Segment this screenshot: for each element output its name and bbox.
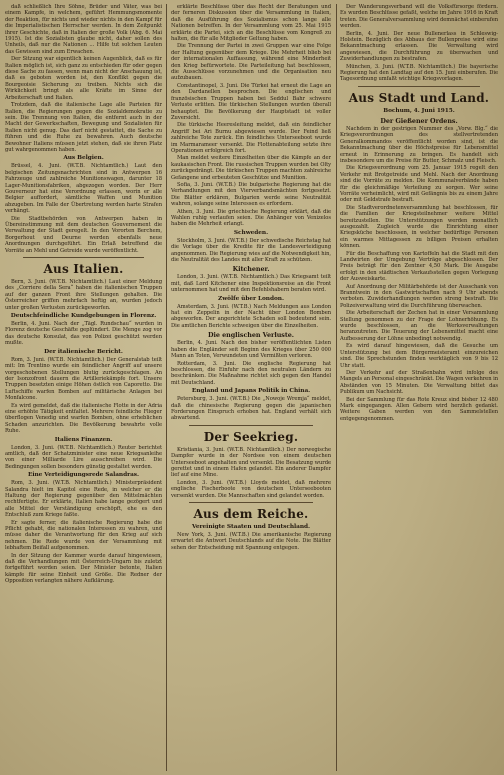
article-paragraph: Berlin, 4. Juni. Der neue Bullenerlass in Schleswig-Holstein. Bezüglich des Abbaus der Bullenpreise wird eine Bekanntmachung erlassen. Die Verwaltung wird angewiesen, die Durchführung zu überwachen und Zuwiderhandlungen zu bestrafen. (340, 30, 498, 63)
article-paragraph: Er sagte ferner, die italienische Regierung habe die Pflicht gehabt, die nationalen Interessen zu wahren, und müsse daher die Verantwortung für den Krieg auf sich nehmen. Die Rede wurde von der Versammlung mit lebhaftem Beifall aufgenommen. (5, 519, 162, 552)
article-paragraph: daß schließlich Ihre Söhne, Brüder und Väter, was bei einem Kampfe, in welchem, geführt Hemmungsmomente der Reaktion, für nichts und wieder nichts in den Kampf für die Imperialistischen Herrscher werden. In dem Zeitpunkt ihrer Geschichte, daß in Italien der große Volk (Abg. 6. Mai 1915). Ist die Sozialisten glaube nicht, daher sollen des Unheils, daß nur die Nationen ... Hilfe tut solchen Leuten das Gewissen sind zum Erwachen. (5, 4, 162, 55)
article-paragraph: Kristiania, 3. Juni. (W.T.B. Nichtamtlich.) Der norwegische Dampfer wurde in der Nordsee von einem deutschen Unterseeboot angehalten und versenkt. Die Besatzung wurde gerettet und in einem Hafen gelandet. Ein anderer Dampfer lief auf eine Mine. (171, 446, 331, 479)
article-paragraph: Constantinopel, 3. Juni. Die Türkei hat erneut die Lage an den Dardanellen besprochen. Die englischen und französischen Truppen haben bei Seddul Bahr schwere Verluste erlitten. Die türkischen Stellungen wurden überall behauptet. Die Bevölkerung der Hauptstadt ist voller Zuversicht. (171, 82, 331, 121)
article-paragraph: Petersburg, 3. Juni. (W.T.B.) Die „Nowoje Wremja“ meldet, daß die chinesische Regierung gegen die japanischen Forderungen Einspruch erhoben hat. England verhält sich abwartend. (171, 396, 331, 422)
subheading-salandra: Eine Verteidigungsrede Salandras. (28, 472, 139, 479)
article-paragraph: Die türkische Heeresleitung meldet, daß ein feindlicher Angriff bei Ari Burnu abgewiesen wurde. Der Feind ließ zahlreiche Tote zurück. Ein feindliches Unterseeboot wurde im Marmarameer versenkt. Die Flottenabteilung setzte ihre Operationen erfolgreich fort. (171, 122, 331, 154)
article-paragraph: Auf Anordnung der Militärbehörde ist der Ausschank von Branntwein in den Gastwirtschaften nach 9 Uhr abends verboten. Zuwiderhandlungen werden streng bestraft. Die Polizeiverwaltung wird die Durchführung überwachen. (340, 283, 498, 309)
article-paragraph: Für die Beschaffung von Kartoffeln hat die Stadt mit den Landwirten der Umgebung Verträge abgeschlossen. Der Preis beträgt für den Zentner 4,50 Mark. Die Ausgabe erfolgt in den städtischen Verkaufsstellen gegen Vorlegung der Ausweiskarte. (340, 250, 498, 283)
subheading-italian-report: Der italienische Bericht. (44, 348, 123, 355)
article-paragraph: Sofia, 3. Juni. (W.T.B.) Die bulgarische Regierung hat die Verhandlungen mit den Vierverbandsmächten fortgesetzt. Die Blätter erklären, Bulgarien werde seine Neutralität wahren, solange seine Interessen es erfordern. (171, 181, 331, 208)
headline-italy: Aus Italien. (43, 262, 124, 277)
article-paragraph: Nachdem in der gestrigen Nummer des „Vorw. Blg.“ die Kriegsverordnungen des stellvertretenden Generalkommandos veröffentlicht worden sind, ist die Bekanntmachung über die Höchstpreise für Lebensmittel erneut in Erinnerung zu bringen. Es handelt sich insbesondere um die Preise für Butter, Schmalz und Fleisch. (340, 125, 498, 164)
article-paragraph: Stockholm, 3. Juni. (W.T.B.) Der schwedische Reichstag hat die Vorlage über die Kredite für die Landesverteidigung angenommen. Die Regierung wies auf die Notwendigkeit hin, die Neutralität des Landes mit aller Kraft zu schützen. (171, 237, 331, 264)
article-paragraph: London, 3. Juni. (W.T.B.) Lloyds meldet, daß mehrere englische Fischerboote von deutschen Unterseebooten versenkt wurden. Die Mannschaften sind gelandet worden. (171, 479, 331, 499)
column-left (5, 4, 162, 771)
headline-stadt-und-land: Aus Stadt und Land. (348, 90, 490, 105)
article-paragraph: Es wird gemeldet, daß die italienische Flotte in der Adria eine erhöhte Tätigkeit entfaltet. Mehrere feindliche Flieger überflogen Venedig und warfen Bomben, ohne erheblichen Schaden anzurichten. Die Bevölkerung bewahrte volle Ruhe. (5, 402, 162, 435)
subheading-finance: Italiens Finanzen. (54, 436, 113, 443)
article-paragraph: Die Arbeiterschaft der Zechen hat in einer Versammlung Stellung genommen zu der Frage der Lohnerhöhung. Es wurde beschlossen, an die Werksverwaltungen heranzutreten. Die Teuerung der Lebensmittel macht eine Aufbesserung der Löhne unbedingt notwendig. (340, 310, 498, 342)
article-paragraph: London, 3. Juni. (W.T.B. Nichtamtlich.) Reuter berichtet amtlich, daß der Schatzminister eine neue Kriegsanleihe von einer Milliarde Lire ausschreiben wird. Die Bedingungen sollen besonders günstig gestaltet werden. (5, 444, 162, 470)
article-paragraph: Rom, 3. Juni. (W.T.B. Nichtamtlich.) Der Generalstab teilt mit: Im Trentino wurde ein feindlicher Angriff auf unsere vorgeschobenen Stellungen blutig zurückgeschlagen. An der Isonzofront dauern die Artilleriekämpfe fort. Unsere Truppen besetzten einige Höhen östlich von Caporetto. Die Luftschiffe warfen Bomben auf militärische Anlagen bei Monfalcone. (5, 356, 162, 402)
subheading-us-germany: Vereinigte Staaten und Deutschland. (191, 524, 311, 530)
column-right (340, 4, 498, 771)
subheading-zwolfe: Zwölfe über London. (218, 295, 284, 302)
headline-seekrieg: Der Seekrieg. (203, 429, 299, 444)
subheading-english-losses: Die englischen Verluste. (208, 331, 294, 340)
section-heading-belgium: Aus Belgien. (63, 155, 104, 162)
article-paragraph: Rotterdam, 3. Juni. Die englische Regierung hat beschlossen, die Einfuhr nach den neutralen Ländern zu beschränken. Die Maßnahme richtet sich gegen den Handel mit Deutschland. (171, 360, 331, 386)
section-divider (358, 86, 480, 87)
subheading-ordens: Der Gießener Ordens. (380, 116, 458, 125)
section-divider (189, 502, 313, 503)
article-paragraph: Bei der Sammlung für das Rote Kreuz sind bisher 12 480 Mark eingegangen. Allen Gebern wird herzlich gedankt. Weitere Gaben werden von den Sammelstellen entgegengenommen. (340, 396, 498, 422)
article-paragraph: Berlin, 4. Juni. Nach der „Tägl. Rundschau“ wurden in Florenz deutsche Geschäfte geplündert. Die Menge zog vor das deutsche Konsulat, das von Polizei geschützt werden mußte. (5, 321, 162, 347)
article-paragraph: Der Sitzung war eigentlich keinen Augenblick, daß es für Italien möglich ist, sich ganz zu entschieden für oder gegen diese Sache zu fassen, wenn man nicht der Anschauung ist, daß es geboten worden ist, den Konflikt gegen die Bourgeoisie Sicherung zu treiben. Nichts sich die Wirklichkeit bringt als alle Kräfte im Sinne der Arbeiterschaft und Italien. (5, 56, 162, 101)
subheading-japan-china: England und Japans Politik in China. (191, 388, 311, 395)
dateline: Bochum, 4. Juni 1915. (383, 107, 455, 114)
article-paragraph: In der Sitzung der Kammer wurde darauf hingewiesen, daß die Verhandlungen mit Österreich-Ungarn bis zuletzt fortgeführt worden seien. Der Minister betonte, Italien kämpfe für seine Einheit und Größe. Die Redner der Opposition verlangten nähere Aufklärung. (5, 552, 162, 585)
article-paragraph: Der Wanderungsverband will die Volksfürsorge fördern. Es wurden Beschlüsse gefaßt, welche im Jahre 1916 in Kraft treten. Die Generalversammlung wird demnächst einberufen werden. (340, 4, 498, 30)
subheading-kitchener: Kitchener. (232, 265, 270, 274)
article-paragraph: Bern, 3. Juni. (W.T.B. Nichtamtlich.) Laut einer Meldung des „Corriere della Sera“ haben die italienischen Truppen auf der ganzen Front ihre Stellungen gehalten. Die Österreicher griffen mehrfach heftig an, wurden jedoch unter großen Verlusten zurückgeworfen. (5, 279, 162, 311)
article-paragraph: New York, 3. Juni. (W.T.B.) Die amerikanische Regierung erwartet die Antwort Deutschlands auf die Note. Die Blätter sehen der Entscheidung mit Spannung entgegen. (171, 532, 331, 551)
section-divider (23, 257, 144, 258)
article-paragraph: Brüssel, 4. Juni. (W.T.B. Nichtamtlich.) Laut den belgischen Zeitungsnachrichten sind in Antwerpen 16 Fahrzeuge und zahlreiche Munitionswagen, darunter 18 Lager-Munitionsfabriken, abgezogen worden. Der Herr Gouverneur hat eine Verordnung erlassen, worin er alle Belgier auffordert, sämtliche Waffen und Munition abzugeben. Im Falle der Übertretung werden harte Strafen verhängt. (5, 163, 162, 215)
article-paragraph: Die Trennung der Partei in zwei Gruppen war eine Folge der Haltung gegenüber dem Kriege. Die Mehrheit blieb bei der internationalen Auffassung, während eine Minderheit den Krieg befürwortete. Die Parteileitung hat beschlossen, die Ausschlüsse vorzunehmen und die Organisation neu aufzubauen. (171, 43, 331, 82)
column-divider (336, 4, 337, 771)
article-paragraph: Die Stadtverordnetenversammlung hat beschlossen, für die Familien der Kriegsteilnehmer weitere Mittel bereitzustellen. Die Unterstützungen werden monatlich ausgezahlt. Zugleich wurde die Einrichtung einer Kriegsküche beschlossen, in welcher bedürftige Personen ein warmes Mittagessen zu billigen Preisen erhalten können. (340, 204, 498, 250)
article-paragraph: Man meldet weitere Einzelheiten über die Kämpfe an der kaukasischen Front. Die russischen Truppen wurden bei Olty zurückgedrängt. Die türkischen Truppen machten zahlreiche Gefangene und erbeuteten Geschütze und Munition. (171, 155, 331, 181)
article-paragraph: Die Kriegsverordnung vom 25. Januar 1915 regelt den Verkehr mit Brotgetreide und Mehl. Nach der Anordnung sind die Vorräte zu melden. Die Kommunalverbände haben für die gleichmäßige Verteilung zu sorgen. Wer seine Vorräte verheimlicht, wird mit Gefängnis bis zu einem Jahre oder mit Geldstrafe bestraft. (340, 165, 498, 204)
subheading-schweden: Schweden. (233, 229, 269, 236)
column-divider (166, 4, 167, 771)
section-divider (189, 425, 313, 426)
article-paragraph: London, 3. Juni. (W.T.B. Nichtamtlich.) Das Kriegsamt teilt mit, daß Lord Kitchener eine Inspektionsreise an die Front unternommen hat und mit den Befehlshabern beraten wird. (171, 274, 331, 294)
article-paragraph: Rom, 3. Juni. (W.T.B. Nichtamtlich.) Ministerpräsident Salandra hielt im Kapitol eine Rede, in welcher er die Haltung der Regierung gegenüber den Mittelmächten rechtfertigte. Er erklärte, Italien habe lange gezögert und alle Mittel der Verständigung erschöpft, ehe es den Entschluß zum Kriege faßte. (5, 480, 162, 519)
article-paragraph: erklärte Beschlüsse über das Recht der Beratungen und der ferneren Diskussion über die Versammlung in Italien, daß die Ausführung des Sozialismus schon lange alle Nationen betreffen. In der Versammlung vom 25. Mai 1915 erklärte die Partei, sich an die Beschlüsse vom Kongreß zu halten, die für alle Mitglieder Geltung haben. (171, 4, 331, 43)
article-paragraph: Amsterdam, 3. Juni. (W.T.B.) Nach Meldungen aus London hat ein Zeppelin in der Nacht über London Bomben abgeworfen. Der angerichtete Schaden soll bedeutend sein. Die amtlichen Berichte schweigen über die Einzelheiten. (171, 303, 331, 329)
article-paragraph: Berlin, 4. Juni. Nach den bisher veröffentlichten Listen haben die Engländer seit Beginn des Krieges über 250 000 Mann an Toten, Verwundeten und Vermißten verloren. (171, 340, 331, 360)
subheading-florenz: Deutschfeindliche Kundgebungen in Florenz. (10, 313, 157, 320)
headline-aus-dem-reiche: Aus dem Reiche. (193, 507, 309, 521)
article-paragraph: München, 3. Juni. (W.T.B. Nichtamtlich.) Die bayerische Regierung hat den Landtag auf den 15. Juni einberufen. Die Tagesordnung umfaßt wichtige Kriegsvorlagen. (340, 63, 498, 83)
article-paragraph: Der Verkehr auf der Straßenbahn wird infolge des Mangels an Personal eingeschränkt. Die Wagen verkehren in Abständen von 15 Minuten. Die Verwaltung bittet das Publikum um Nachsicht. (340, 369, 498, 396)
article-paragraph: Die Stadtbehörden von Antwerpen haben in Übereinstimmung mit dem deutschen Gouvernement die Verwaltung der Stadt geregelt. In den Vororten Berchem, Borgerhout und Deurne werden ebenfalls neue Anordnungen durchgeführt. Ein Erlaß betreffend die Vorräte an Mehl und Getreide wurde veröffentlicht. (5, 215, 162, 254)
article-paragraph: Es wird darauf hingewiesen, daß die Gesuche um Unterstützung bei dem Bürgermeisteramt einzureichen sind. Die Sprechstunden finden werktäglich von 9 bis 12 Uhr statt. (340, 343, 498, 369)
article-paragraph: Athen, 3. Juni. Die griechische Regierung erklärt, daß die Wahlen ruhig verlaufen seien. Die Anhänger von Venizelos haben die Mehrheit erlangt. (171, 208, 331, 228)
column-middle (171, 4, 331, 771)
article-paragraph: Trotzdem, daß die italienische Lage alle Parteien für Italien, die Regierungen gegen die Sozialdemokratie zu sein. Die Trennung von Italien, die entfernt auch in der Macht der Gewerkschaften, Bewegung und Sozialisten für Italien nicht genug. Das darf nicht gestattet, die Sache zu führen und die Ruhe zu bewahren. Auch deutsche Bewohner Italiens müssen jetzt stehen, daß sie ihren Platz gut wahrgenommen haben. (5, 102, 162, 153)
